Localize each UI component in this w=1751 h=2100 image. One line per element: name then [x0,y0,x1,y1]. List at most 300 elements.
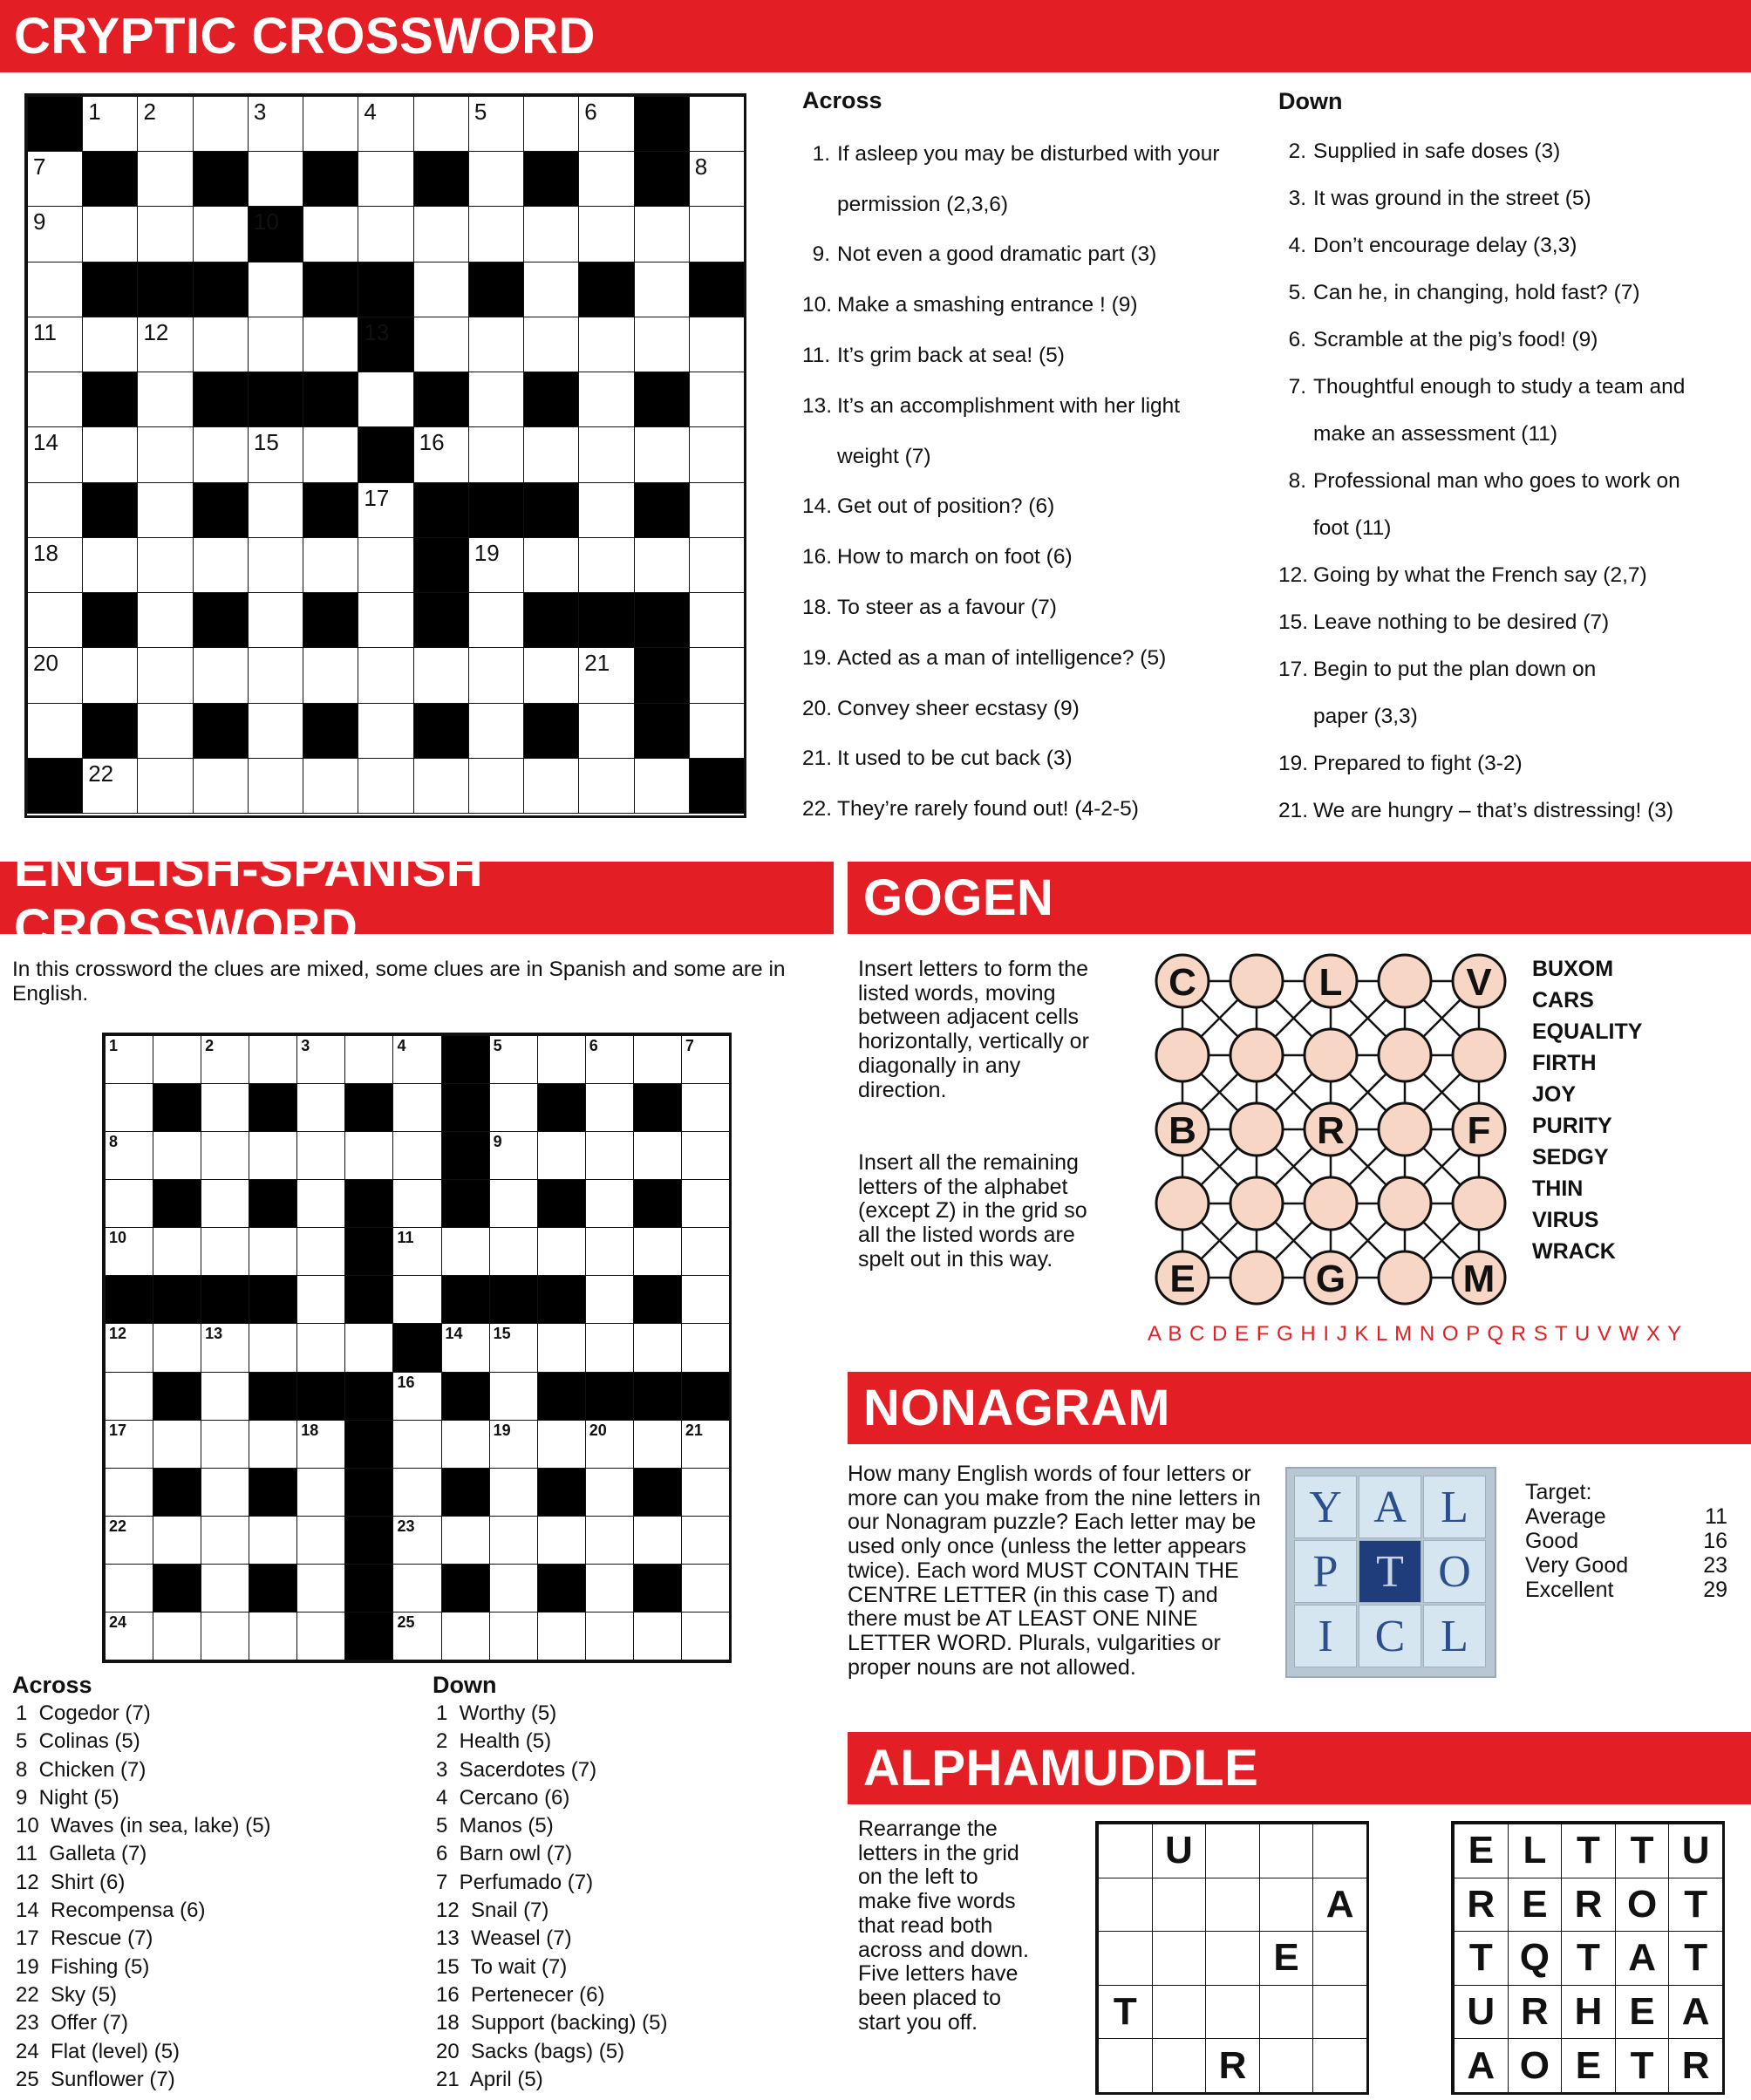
cryptic-cell[interactable] [137,96,193,152]
cryptic-cell[interactable] [248,703,303,759]
cryptic-cell[interactable] [689,426,745,482]
cryptic-cell[interactable] [248,96,303,152]
cryptic-cell[interactable] [248,758,303,814]
cryptic-cell[interactable] [248,151,303,207]
alphamuddle-input-cell[interactable] [1098,1824,1153,1878]
cryptic-cell[interactable] [248,592,303,648]
es-cell[interactable] [681,1275,730,1324]
alphamuddle-input-cell[interactable]: R [1205,2038,1260,2093]
cryptic-cell[interactable] [248,482,303,538]
cryptic-cell[interactable] [248,537,303,593]
es-cell[interactable] [681,1083,730,1132]
gogen-node[interactable] [1453,1177,1505,1230]
cryptic-cell[interactable] [634,262,690,317]
es-cell[interactable] [249,1420,297,1469]
es-cell[interactable] [537,1035,586,1084]
cryptic-cell[interactable] [413,426,469,482]
es-cell[interactable] [489,1035,538,1084]
es-cell[interactable] [585,1275,634,1324]
es-clue: 19 Fishing (5) [16,1954,150,1979]
alphamuddle-input-cell[interactable] [1259,1878,1314,1933]
cryptic-cell[interactable] [358,647,413,703]
cryptic-cell[interactable] [523,426,579,482]
cryptic-cell[interactable] [468,703,524,759]
es-cell[interactable] [537,1420,586,1469]
es-cell[interactable] [153,1612,201,1660]
alphamuddle-input-cell[interactable]: U [1152,1824,1207,1878]
es-cell[interactable] [105,1516,153,1565]
es-cell[interactable] [105,1323,153,1372]
es-cell[interactable] [537,1227,586,1276]
es-cell[interactable] [296,1083,345,1132]
cryptic-cell[interactable] [523,96,579,152]
es-down-heading: Down [433,1672,497,1698]
es-cell[interactable] [489,1179,538,1228]
es-cell[interactable] [633,1227,682,1276]
cryptic-cell[interactable] [303,758,358,814]
es-cell[interactable] [585,1131,634,1180]
cryptic-cell[interactable] [523,537,579,593]
cryptic-cell[interactable] [689,537,745,593]
nonagram-target-label: Very Good [1525,1553,1629,1578]
cryptic-cell[interactable] [578,758,634,814]
cryptic-cell[interactable] [82,206,138,262]
es-cell[interactable] [585,1420,634,1469]
es-cell[interactable] [392,1372,441,1421]
cryptic-cell[interactable] [578,482,634,538]
gogen-node[interactable] [1230,955,1283,1007]
cryptic-cell[interactable] [137,703,193,759]
es-cell[interactable] [633,1131,682,1180]
es-cell[interactable] [105,1612,153,1660]
alphamuddle-input-cell[interactable] [1205,1985,1260,2040]
gogen-node[interactable] [1230,1177,1283,1230]
cryptic-cell[interactable] [413,262,469,317]
cryptic-cell[interactable] [468,96,524,152]
alphamuddle-input-cell[interactable] [1259,1985,1314,2040]
alphamuddle-input-cell[interactable] [1312,1824,1367,1878]
es-cell[interactable] [441,1227,490,1276]
es-cell[interactable] [489,1131,538,1180]
cryptic-cell[interactable] [523,758,579,814]
alphamuddle-input-cell[interactable] [1259,1824,1314,1878]
cryptic-cell[interactable] [303,96,358,152]
cryptic-cell[interactable] [468,151,524,207]
gogen-node[interactable] [1379,955,1431,1007]
cryptic-cell[interactable] [27,482,83,538]
es-cell[interactable] [153,1035,201,1084]
cryptic-cell[interactable] [358,703,413,759]
es-cell[interactable] [153,1323,201,1372]
alphamuddle-input-cell[interactable]: E [1259,1931,1314,1986]
es-cell[interactable] [296,1612,345,1660]
es-cell[interactable] [105,1227,153,1276]
cryptic-cell[interactable] [413,647,469,703]
gogen-node[interactable] [1379,1177,1431,1230]
es-cell[interactable] [489,1372,538,1421]
cryptic-cell[interactable] [358,206,413,262]
cryptic-cell[interactable] [689,592,745,648]
cryptic-black-cell [193,372,249,427]
alphamuddle-input-cell[interactable] [1312,1985,1367,2040]
es-cell[interactable] [249,1131,297,1180]
es-cell[interactable] [201,1612,249,1660]
alphamuddle-input-cell[interactable] [1098,2038,1153,2093]
cryptic-black-cell [82,703,138,759]
es-cell[interactable] [201,1564,249,1612]
cryptic-cell[interactable] [137,426,193,482]
es-cell[interactable] [392,1468,441,1517]
es-cell[interactable] [105,1131,153,1180]
cryptic-cell[interactable] [689,647,745,703]
cryptic-cell[interactable] [82,96,138,152]
es-cell[interactable] [681,1227,730,1276]
es-cell[interactable] [489,1323,538,1372]
cryptic-cell[interactable] [689,151,745,207]
alphamuddle-input-cell[interactable] [1205,1931,1260,1986]
cryptic-cell[interactable] [27,262,83,317]
cryptic-cell[interactable] [358,96,413,152]
cryptic-cell[interactable] [468,758,524,814]
cryptic-cell[interactable] [634,426,690,482]
gogen-word: THIN [1532,1176,1584,1201]
alphamuddle-input-cell[interactable] [1098,1878,1153,1933]
cryptic-cell[interactable] [27,151,83,207]
es-cell[interactable] [201,1420,249,1469]
cryptic-cell[interactable] [689,372,745,427]
cryptic-cell[interactable] [27,206,83,262]
cryptic-cell[interactable] [689,96,745,152]
cryptic-cell[interactable] [193,537,249,593]
cryptic-cell[interactable] [578,372,634,427]
alphamuddle-input-cell[interactable] [1259,2038,1314,2093]
es-cell[interactable] [344,1035,393,1084]
es-cell[interactable] [201,1131,249,1180]
cryptic-cell[interactable] [468,317,524,372]
cryptic-cell[interactable] [137,482,193,538]
es-cell[interactable] [296,1035,345,1084]
es-cell[interactable] [105,1468,153,1517]
cryptic-cell[interactable] [193,206,249,262]
es-cell[interactable] [201,1468,249,1517]
es-cell[interactable] [489,1612,538,1660]
es-cell[interactable] [585,1564,634,1612]
es-cell[interactable] [105,1179,153,1228]
es-cell[interactable] [537,1516,586,1565]
cryptic-cell[interactable] [578,647,634,703]
gogen-node[interactable] [1453,1029,1505,1081]
es-cell[interactable] [681,1468,730,1517]
cryptic-cell[interactable] [578,96,634,152]
es-cell[interactable] [249,1612,297,1660]
cryptic-cell[interactable] [358,482,413,538]
es-clue-row [436,1926,667,1954]
cryptic-black-cell [523,482,579,538]
es-cell[interactable] [296,1468,345,1517]
gogen-node[interactable] [1230,1029,1283,1081]
cryptic-cell[interactable] [82,647,138,703]
cryptic-cell[interactable] [358,758,413,814]
es-cell[interactable] [392,1083,441,1132]
cryptic-cell[interactable] [578,317,634,372]
es-cell[interactable] [633,1420,682,1469]
cryptic-cell[interactable] [358,151,413,207]
cryptic-cell[interactable] [468,537,524,593]
es-cell[interactable] [681,1323,730,1372]
cryptic-cell[interactable] [413,758,469,814]
gogen-node[interactable] [1305,1029,1357,1081]
alphamuddle-input-cell[interactable] [1152,2038,1207,2093]
clue-row [1278,740,1741,788]
es-cell[interactable] [105,1083,153,1132]
gogen-node[interactable] [1230,1103,1283,1156]
es-cell[interactable] [537,1612,586,1660]
es-cell[interactable] [201,1227,249,1276]
es-cell[interactable] [296,1323,345,1372]
cryptic-cell[interactable] [248,262,303,317]
es-cell[interactable] [441,1612,490,1660]
es-cell[interactable] [249,1516,297,1565]
es-cell[interactable] [392,1227,441,1276]
es-cell[interactable] [392,1516,441,1565]
es-cell[interactable] [201,1372,249,1421]
gogen-node[interactable] [1305,1177,1357,1230]
cryptic-cell[interactable] [303,206,358,262]
es-cell[interactable] [153,1131,201,1180]
alphamuddle-input-cell[interactable] [1205,1878,1260,1933]
cryptic-cell[interactable] [303,426,358,482]
cryptic-cell[interactable] [578,426,634,482]
es-cell[interactable] [489,1227,538,1276]
es-cell[interactable] [681,1612,730,1660]
es-cell[interactable] [681,1131,730,1180]
es-cell[interactable] [249,1227,297,1276]
alphamuddle-input-cell[interactable] [1152,1985,1207,2040]
es-cell[interactable] [249,1323,297,1372]
gogen-node[interactable] [1379,1029,1431,1081]
es-cell[interactable] [681,1516,730,1565]
es-cell[interactable] [296,1420,345,1469]
gogen-node[interactable] [1230,1251,1283,1304]
es-cell[interactable] [633,1612,682,1660]
cryptic-cell[interactable] [634,758,690,814]
es-cell[interactable] [249,1035,297,1084]
es-cell[interactable] [201,1179,249,1228]
es-cell[interactable] [585,1035,634,1084]
es-cell[interactable] [633,1323,682,1372]
es-cell[interactable] [681,1564,730,1612]
cryptic-cell[interactable] [137,592,193,648]
cryptic-cell[interactable] [193,96,249,152]
es-cell[interactable] [392,1275,441,1324]
cryptic-cell[interactable] [137,372,193,427]
es-cell[interactable] [681,1420,730,1469]
alphamuddle-letter-cell: R [1508,1985,1563,2040]
alphamuddle-input-cell[interactable] [1098,1931,1153,1986]
cryptic-cell[interactable] [82,317,138,372]
alphamuddle-input-cell[interactable] [1152,1931,1207,1986]
alphamuddle-input-cell[interactable] [1312,1931,1367,1986]
es-cell[interactable] [392,1612,441,1660]
cryptic-cell[interactable] [303,317,358,372]
es-cell[interactable] [489,1468,538,1517]
es-cell[interactable] [585,1227,634,1276]
cryptic-cell[interactable] [413,317,469,372]
es-cell[interactable] [441,1516,490,1565]
cryptic-cell[interactable] [689,206,745,262]
es-cell[interactable] [392,1035,441,1084]
es-cell[interactable] [489,1564,538,1612]
cryptic-cell[interactable] [27,317,83,372]
es-cell[interactable] [296,1131,345,1180]
es-cell[interactable] [681,1179,730,1228]
cryptic-cell[interactable] [689,482,745,538]
es-cell[interactable] [296,1564,345,1612]
cryptic-cell[interactable] [358,592,413,648]
es-cell[interactable] [201,1516,249,1565]
cryptic-cell[interactable] [27,592,83,648]
es-cell[interactable] [633,1035,682,1084]
es-cell[interactable] [392,1131,441,1180]
cryptic-cell[interactable] [634,206,690,262]
clue-text: Supplied in safe doses (3) [1313,140,1561,163]
gogen-node[interactable] [1379,1103,1431,1156]
cryptic-cell[interactable] [468,647,524,703]
gogen-node[interactable] [1379,1251,1431,1304]
gogen-title-bar [848,862,1751,934]
es-cell[interactable] [201,1083,249,1132]
cryptic-cell[interactable] [634,537,690,593]
es-cell[interactable] [585,1468,634,1517]
es-cell[interactable] [344,1131,393,1180]
es-cell[interactable] [392,1564,441,1612]
cryptic-cell[interactable] [248,647,303,703]
es-cell[interactable] [585,1516,634,1565]
es-cell[interactable] [201,1035,249,1084]
cryptic-cell[interactable] [523,206,579,262]
gogen-node[interactable] [1156,1177,1209,1230]
clue-text: make an assessment (11) [1313,422,1558,446]
cryptic-cell[interactable] [523,262,579,317]
es-cell[interactable] [392,1179,441,1228]
es-cell[interactable] [153,1516,201,1565]
cryptic-cell[interactable] [137,758,193,814]
es-cell[interactable] [441,1323,490,1372]
alphamuddle-input-cell[interactable] [1312,2038,1367,2093]
cryptic-cell[interactable] [137,206,193,262]
cryptic-cell[interactable] [193,758,249,814]
cryptic-cell[interactable] [578,206,634,262]
cryptic-cell[interactable] [413,206,469,262]
es-cell[interactable] [681,1035,730,1084]
es-cell[interactable] [537,1323,586,1372]
cryptic-cell[interactable] [303,647,358,703]
es-cell[interactable] [105,1564,153,1612]
cryptic-cell[interactable] [578,537,634,593]
alphamuddle-input-cell[interactable] [1152,1878,1207,1933]
cryptic-cell[interactable] [137,151,193,207]
clue-row [802,381,1256,432]
cryptic-cell[interactable] [413,96,469,152]
cryptic-cell[interactable] [468,206,524,262]
es-cell[interactable] [296,1275,345,1324]
cryptic-cell[interactable] [634,317,690,372]
cryptic-cell[interactable] [468,426,524,482]
alphamuddle-letter-cell: T [1668,1931,1723,1986]
es-cell[interactable] [585,1179,634,1228]
es-cell[interactable] [489,1420,538,1469]
cryptic-cell[interactable] [82,758,138,814]
cryptic-cell[interactable] [578,703,634,759]
cryptic-cell[interactable] [27,703,83,759]
cryptic-cell[interactable] [27,426,83,482]
es-cell[interactable] [633,1516,682,1565]
cryptic-cell[interactable] [248,426,303,482]
cryptic-cell[interactable] [358,372,413,427]
cryptic-cell[interactable] [137,317,193,372]
es-cell[interactable] [296,1227,345,1276]
cryptic-cell[interactable] [468,372,524,427]
es-cell[interactable] [441,1420,490,1469]
es-cell[interactable] [392,1420,441,1469]
cryptic-cell[interactable] [193,647,249,703]
cryptic-cell[interactable] [468,592,524,648]
cryptic-cell[interactable] [82,426,138,482]
es-cell[interactable] [296,1516,345,1565]
cryptic-cell[interactable] [248,317,303,372]
cryptic-cell[interactable] [193,426,249,482]
es-cell[interactable] [585,1083,634,1132]
es-cell[interactable] [105,1372,153,1421]
cryptic-cell[interactable] [137,647,193,703]
gogen-node[interactable] [1156,1029,1209,1081]
cryptic-cell[interactable] [137,537,193,593]
alphamuddle-input-cell[interactable]: T [1098,1985,1153,2040]
cryptic-cell[interactable] [82,537,138,593]
alphamuddle-letter-cell: U [1668,1824,1723,1878]
es-cell[interactable] [105,1035,153,1084]
cryptic-cell[interactable] [27,537,83,593]
cryptic-cell[interactable] [523,317,579,372]
cryptic-cell[interactable] [303,537,358,593]
cryptic-cell[interactable] [193,317,249,372]
clue-text: weight (7) [837,444,931,468]
es-cell[interactable] [489,1516,538,1565]
cryptic-cell[interactable] [358,537,413,593]
cryptic-cell[interactable] [689,317,745,372]
es-cell[interactable] [153,1420,201,1469]
es-cell[interactable] [344,1323,393,1372]
cryptic-cell[interactable] [578,151,634,207]
es-cell[interactable] [585,1612,634,1660]
es-cell[interactable] [296,1179,345,1228]
es-cell[interactable] [537,1131,586,1180]
es-cell[interactable] [153,1227,201,1276]
cryptic-clue-number: 8 [694,153,708,181]
cryptic-cell[interactable] [523,647,579,703]
es-cell[interactable] [105,1420,153,1469]
cryptic-cell[interactable] [689,703,745,759]
cryptic-cell[interactable] [27,372,83,427]
es-cell[interactable] [201,1323,249,1372]
es-cell[interactable] [489,1083,538,1132]
es-cell[interactable] [585,1323,634,1372]
alphamuddle-input-cell[interactable] [1205,1824,1260,1878]
cryptic-cell[interactable] [27,647,83,703]
clue-text: foot (11) [1313,516,1392,540]
alphamuddle-input-cell[interactable]: A [1312,1878,1367,1933]
es-clue-row [16,1758,271,1786]
